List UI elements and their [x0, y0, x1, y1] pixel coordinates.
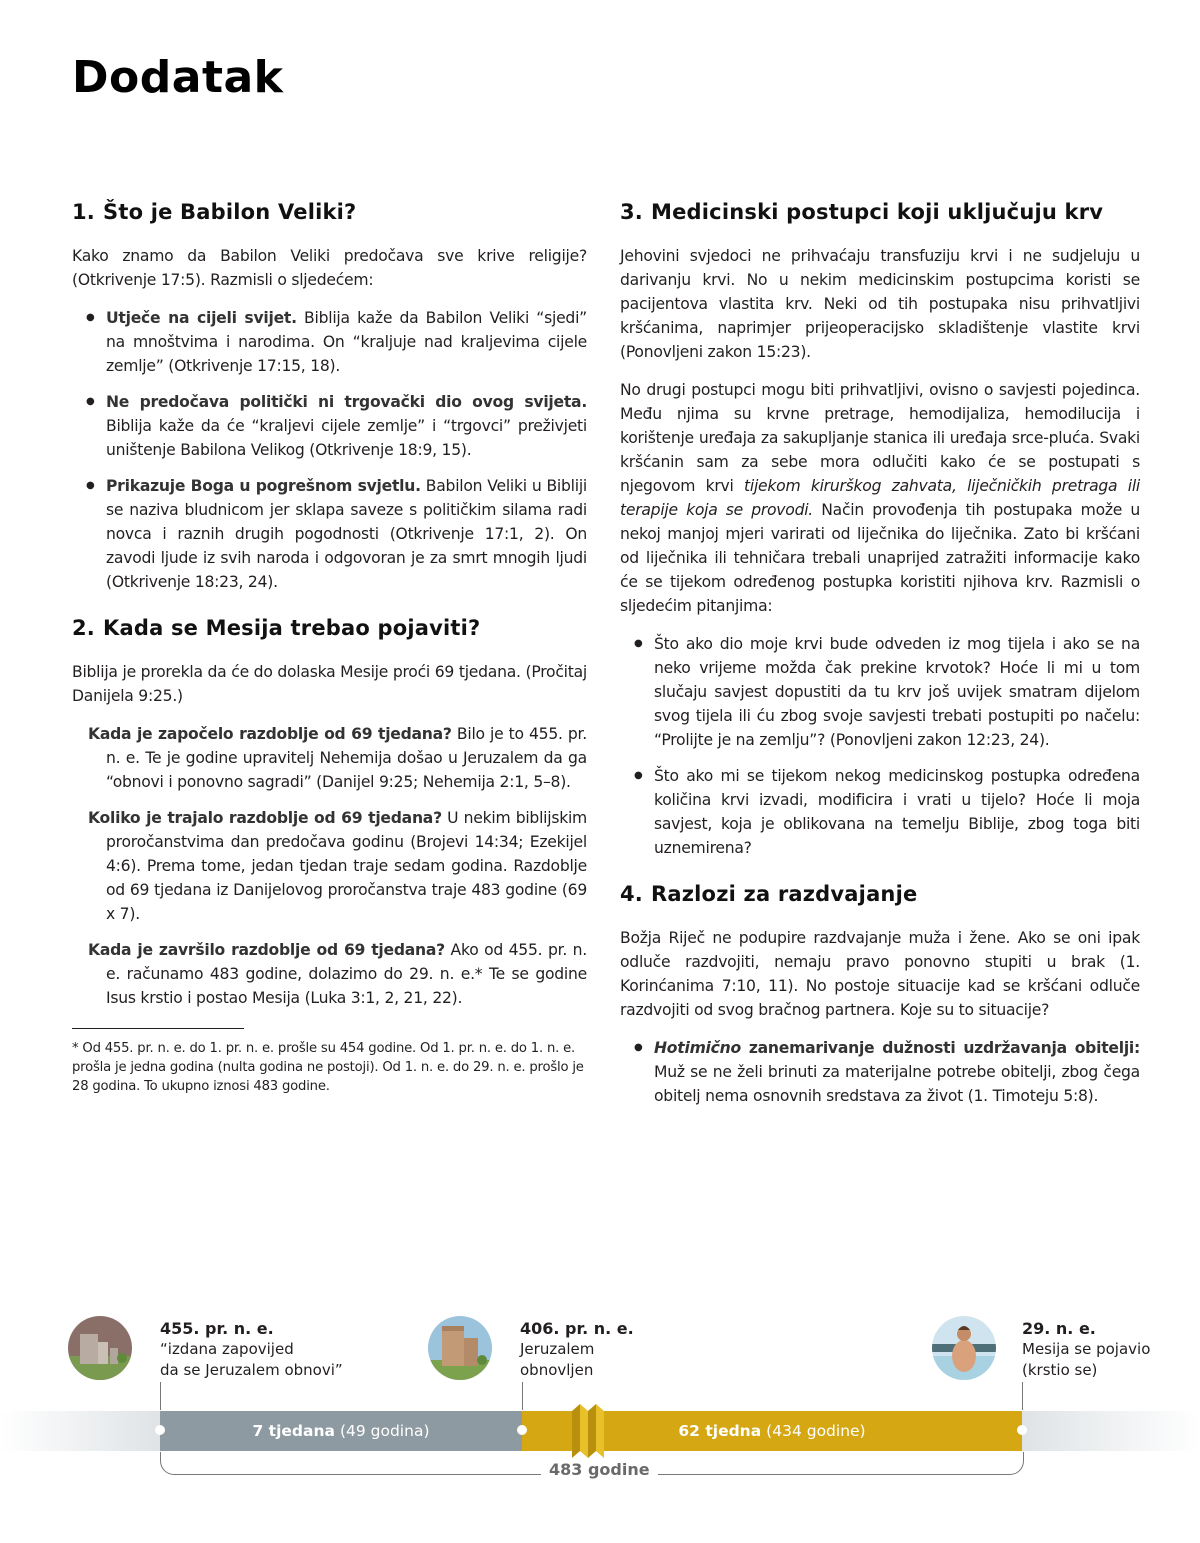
section-title: Razlozi za razdvajanje [651, 882, 918, 906]
baptism-image [932, 1316, 996, 1380]
event-caption: obnovljen [520, 1361, 594, 1379]
bullet-text: Biblija kaže da će “kraljevi cijele zemlje” i “trgovci” preživjeti uništenje Babilona Velikog (Otkrivenje 18:9, 15). [106, 417, 587, 459]
bullet-lead: Prikazuje Boga u pogrešnom svjetlu. [106, 477, 421, 495]
section-heading [620, 200, 1140, 224]
segment-label-bold: 62 tjedna [678, 1422, 762, 1440]
time-break-icon [572, 1404, 604, 1458]
section-intro: Božja Riječ ne podupire razdvajanje muža i žene. Ako se oni ipak odluče razdvojiti, nemaju pravo ponovno stupiti u brak (1. Korinćanima 7:10, 11). No postoje situacije kad se kršćani odluče razdvojiti od svog bračnog partnera. Koje su to situacije? [620, 929, 1140, 1019]
qa-item [72, 806, 587, 926]
section-number: 1. [72, 200, 95, 224]
event-date: 455. pr. n. e. [160, 1319, 274, 1338]
segment-7-weeks [160, 1411, 522, 1451]
section-heading [72, 200, 587, 224]
bullet-lead: Ne predočava politički ni trgovački dio ovog svijeta. [106, 393, 587, 411]
right-column [620, 200, 1140, 1120]
section-title: Kada se Mesija trebao pojaviti? [103, 616, 481, 640]
paragraph [620, 378, 1140, 618]
section-intro: Kako znamo da Babilon Veliki predočava sve krive religije? (Otkrivenje 17:5). Razmisli o sljedećem: [72, 247, 587, 289]
section-intro: Biblija je prorekla da će do dolaska Mesije proći 69 tjedana. (Pročitaj Danijela 9:25.) [72, 663, 587, 705]
footnote: * Od 455. pr. n. e. do 1. pr. n. e. prošle su 454 godine. Od 1. pr. n. e. do 1. n. e. prošla je jedna godina (nulta godina ne postoji). Od 1. n. e. do 29. n. e. prošlo je 28 godina. To ukupno iznosi 483 godine. [72, 1041, 584, 1094]
total-span-label: 483 godine [541, 1460, 658, 1479]
bullet-item: ● Što ako dio moje krvi bude odveden iz mog tijela i ako se na neko vrijeme možda čak prekine krvotok? Hoće li mi u tom slučaju savjest dopustiti da tu krv još uvijek smatram dijelom svog tijela ili ću zbog svoje savjesti trebati postupiti po načelu: “Prolijte je na zemlju”? (Ponovljeni zakon 12:23, 24). [620, 632, 1140, 752]
paragraph: Jehovini svjedoci ne prihvaćaju transfuziju krvi i ne sudjeluju u darivanju krvi. No u nekim medicinskim postupcima koristi se pacijentova vlastita krv. Neki od tih postupaka nisu prihvatljivi kršćanima, naprimjer prijeoperacijsko skladištenje vlastite krvi (Ponovljeni zakon 15:23). [620, 247, 1140, 361]
qa-question: Kada je završilo razdoblje od 69 tjedana? [88, 941, 445, 959]
left-column [72, 200, 587, 1096]
qa-answer: Bilo je to 455. pr. n. e. Te je godine upravitelj Nehemija došao u Jeruzalem da ga “obnovi i ponovno sagradi” (Danijel 9:25; Nehemija 2:1, 5–8). [106, 725, 587, 791]
timeline-dot [1017, 1425, 1027, 1435]
bullet-list [620, 632, 1140, 860]
bullet-lead: Utječe na cijeli svijet. [106, 309, 297, 327]
ruined-city-image [68, 1316, 132, 1380]
timeline-tick [1022, 1382, 1023, 1410]
segment-label: (49 godina) [339, 1422, 430, 1440]
rebuilt-city-image [428, 1316, 492, 1380]
segment-label-bold: 7 tjedana [252, 1422, 335, 1440]
page-title: Dodatak [72, 52, 284, 103]
emphasis-text: tijekom kirurškog zahvata, liječničkih pretraga ili terapije koja se provodi. [620, 477, 1141, 519]
section-title: Što je Babilon Veliki? [103, 200, 357, 224]
bullet-item [72, 306, 587, 378]
qa-question: Koliko je trajalo razdoblje od 69 tjedana? [88, 809, 442, 827]
event-caption: Mesija se pojavio [1022, 1340, 1151, 1358]
event-date: 406. pr. n. e. [520, 1319, 634, 1338]
section-babylon [72, 200, 587, 594]
section-number: 3. [620, 200, 643, 224]
bullet-text: Muž se ne želi brinuti za materijalne potrebe obitelji, zbog čega obitelj nema osnovnih sredstava za život (1. Timoteju 5:8). [654, 1063, 1140, 1105]
qa-item [72, 722, 587, 794]
bullet-list [620, 1036, 1140, 1108]
timeline-tick [522, 1382, 523, 1410]
section-blood [620, 200, 1140, 860]
timeline-dot [517, 1425, 527, 1435]
segment-label: (434 godine) [766, 1422, 866, 1440]
bullet-lead-italic: Hotimično [654, 1039, 741, 1057]
section-messiah [72, 616, 587, 1096]
timeline-fade-right [1022, 1411, 1200, 1451]
paragraph-text: No drugi postupci mogu biti prihvatljivi, ovisno o savjesti pojedinca. Među njima su krvne pretrage, hemodijaliza, hemodilucija i korištenje uređaja za sakupljanje stanica ili uređaja srce-pluća. Svaki kršćanin sam za sebe mora odlučiti kako će se postupati s njegovom krvi [620, 381, 1140, 495]
timeline-tick [160, 1382, 161, 1410]
footnote-divider [72, 1028, 244, 1029]
qa-answer: U nekim biblijskim proročanstvima dan predočava godinu (Brojevi 14:34; Ezekijel 4:6). Prema tome, jedan tjedan traje sedam godina. Razdoblje od 69 tjedana iz Danijelovog proročanstva traje 483 godine (69 x 7). [106, 809, 587, 923]
section-heading [620, 882, 1140, 906]
bullet-list [72, 306, 587, 594]
event-caption: “izdana zapovijed [160, 1340, 294, 1358]
bullet-item [72, 474, 587, 594]
bullet-text: Biblija kaže da Babilon Veliki “sjedi” na mnoštvima i narodima. On “kraljuje nad kraljevima cijele zemlje” (Otkrivenje 17:15, 18). [106, 309, 587, 375]
timeline-event [1022, 1318, 1150, 1381]
timeline-event [160, 1318, 343, 1381]
section-title: Medicinski postupci koji uključuju krv [651, 200, 1104, 224]
section-separation [620, 882, 1140, 1108]
timeline-event [520, 1318, 634, 1381]
bullet-item [620, 1036, 1140, 1108]
event-caption: da se Jeruzalem obnovi” [160, 1361, 343, 1379]
event-caption: (krstio se) [1022, 1361, 1098, 1379]
section-number: 4. [620, 882, 643, 906]
event-date: 29. n. e. [1022, 1319, 1096, 1338]
event-caption: Jeruzalem [520, 1340, 595, 1358]
timeline-dot [155, 1425, 165, 1435]
bullet-lead: zanemarivanje dužnosti uzdržavanja obitelji: [740, 1039, 1140, 1057]
section-number: 2. [72, 616, 95, 640]
bullet-text: Babilon Veliki u Bibliji se naziva bludnicom jer sklapa saveze s političkim silama radi novca i raznih drugih pogodnosti (Otkrivenje 17:1, 2). On zavodi ljude iz svih naroda i odgovoran je za smrt mnogih ljudi (Otkrivenje 18:23, 24). [106, 477, 587, 591]
section-heading [72, 616, 587, 640]
bullet-item: ● Što ako mi se tijekom nekog medicinskog postupka određena količina krvi izvadi, modificira i vrati u tijelo? Hoće li moja savjest, koja je oblikovana na temelju Biblije, zbog toga biti uznemirena? [620, 764, 1140, 860]
timeline-fade-left [0, 1411, 160, 1451]
qa-answer: Ako od 455. pr. n. e. računamo 483 godine, dolazimo do 29. n. e.* Te se godine Isus krstio i postao Mesija (Luka 3:1, 2, 21, 22). [106, 941, 587, 1007]
timeline [0, 1300, 1200, 1500]
qa-question: Kada je započelo razdoblje od 69 tjedana? [88, 725, 452, 743]
qa-item [72, 938, 587, 1010]
bullet-item [72, 390, 587, 462]
paragraph-text: Način provođenja tih postupaka može u nekoj manjoj mjeri varirati od liječnika do liječnika. Zato bi kršćani od liječnika ili tehničara trebali unaprijed zatražiti informacije kako će se tijekom određenog postupka koristiti njihova krv. Razmisli o sljedećim pitanjima: [620, 501, 1141, 615]
